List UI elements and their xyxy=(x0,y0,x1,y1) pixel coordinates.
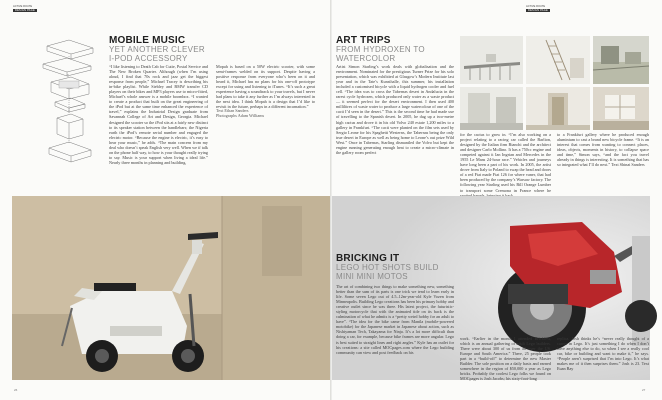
article-title: BRICKING IT xyxy=(336,253,400,264)
art-trips-column-2 xyxy=(460,132,551,194)
mobile-music-column-1 xyxy=(109,64,208,192)
body-text: Mopah is based on a 50W electric scooter, with some semi-frames welded on its support. Despite having a positive response from everyone who’s been on it and heard it, Michael has no plans for his one-off prototype except for using and listening to iTunes. “It’s such a great experience having a soundtrack to your travels, but I never had plans to take it any further as I’m always interested in the next idea. I think Mopah is a design that I’d like to revisit in the future, perhaps in a different incarnation.” xyxy=(216,64,315,110)
article-subtitle-line: YET ANOTHER CLEVER xyxy=(109,45,205,54)
photo-credit: Photographs Adam Williams xyxy=(216,113,265,119)
body-text: The art of combining two things to make something new, something better than the sum of its parts is one trick we tend to learn early in life. Some seven Lego out of 4.5–12m-year-old Kyle Vozen from Minneapolis. Building Lego creations has been his primary hobby and creative outlet since he was three. His latest project, the futuristic-styling motorcycle that with the animated tide on its back is the culmination of what he admits is a “pretty weird hobby for an adult to have”. “The idea for the bike came from Manila (mobile-powered motobike) for the Japanese market in Japanese about action, such as Nishiyaman Tech, Takayama for Ninja. It’s a lot more difficult than doing a car, for example, because bike frames are more angular. Lego is best suited to straight lines and right angles.” Kyle has an outlet for his creations: a site called MOCpages.com where the Lego building community can view and post feedback on his xyxy=(336,284,454,355)
article-title: ART TRIPS xyxy=(336,35,391,46)
article-subtitle-line: MINI MINI MOTOS xyxy=(336,271,408,281)
doorway-photo-icon xyxy=(526,87,590,130)
window-view-photo-icon xyxy=(593,87,649,130)
art-trips-column-3 xyxy=(557,132,649,194)
running-head-left xyxy=(13,5,37,12)
running-head-magazine: DESIGN PAGE xyxy=(528,9,548,12)
article-subtitle-line: LEGO HOT SHOTS BUILD xyxy=(336,263,439,272)
bricking-it-column-1 xyxy=(336,284,454,384)
running-head-section: ACTIVE ROUTE xyxy=(526,5,546,8)
article-subtitle-line: WATERCOLOR xyxy=(336,53,396,63)
text-credit: Text Ethan Sanders xyxy=(216,108,249,113)
mobile-music-heading xyxy=(109,36,205,63)
bricking-it-heading xyxy=(336,254,439,281)
mobile-music-credits xyxy=(216,108,315,118)
article-subtitle-line: I-POD ACCESSORY xyxy=(109,53,188,63)
running-head-right xyxy=(526,5,550,12)
running-head-magazine: DESIGN PAGE xyxy=(15,9,35,12)
bridge-model-photo-icon xyxy=(460,36,523,84)
page-number-right: 27 xyxy=(642,388,646,392)
article-title: MOBILE MUSIC xyxy=(109,35,186,46)
article-subtitle-line: FROM HYDROXEN TO xyxy=(336,45,425,54)
electric-scooter-photo-icon xyxy=(12,196,330,380)
body-text: “I like listening to Death Cab for Cutie, Postal Service and The New Broken Quarter. Although (when I’m using aloud, I find that 70s rock and jazz get the biggest response from people,” Michael Tracey is describing his in-bike playlist. While Siebley and BMW transfer CD players on their bikes and MP3 players use to micro-fitted, Michael’s whole answer is a mobile boombox. “I wanted to create a product that built on the great engineering of the iPod but at the same time enhanced the experience of travel,” explains the Industrial Design graduate from Savannah College of Art and Design, Georgia. Michael designed the scooter so the iPod sits at a fairly new distinct to its speaker station between the handlebars; the Nigeria earth the iPod’s remote serial number and engaged the electric motor. “Because the engine is electric, it’s easy to hear your music,” he adds. “The main concern from my deal who doesn’t speak English very well. When we if talk on the phone half way, to how is your thought really trying to say. Music is your support when living a ideal life.” Nearly three months in planning and building, xyxy=(109,64,208,165)
running-head-section: ACTIVE ROUTE xyxy=(13,5,33,8)
exploded-lamp-diagram-icon xyxy=(37,38,103,178)
bricking-it-column-3 xyxy=(557,336,649,386)
ladder-sculpture-photo-icon xyxy=(526,36,590,84)
art-trips-heading xyxy=(336,36,425,63)
mobile-music-column-2 xyxy=(216,64,315,108)
body-text: replica. Josh thinks he’s “never really thought of a career in Lego. It’s just something I do when I don’t have anything else to do, so when I see a really cool car, bike or building and want to make it,” he says. “People aren’t surprised that I’m into Lego. It’s what makes me of it then surprises them.” Josh is 23. Text Euan Bay xyxy=(557,336,649,372)
landscape-scene-photo-icon xyxy=(593,36,649,84)
body-text: to a Frankfurt gallery where he produced enough aluminium to cast a brand new bicycle frame. “It is an interest that comes from wanting to connect places, ideas, objects, moments in history, to collapse space and time,” Simon says, “and the fact you travel already in things is interesting. It is something that has so integrated what I’ll do next.” Text Shinai Sanders xyxy=(557,132,649,168)
art-trips-column-1 xyxy=(336,64,454,192)
body-text: for the cactus to grow in. “I’m also working on a project relating to a racing car called the Barlion, designed by the Italian firm Bianchi and the architect and designer Carlo Mollino. It has a 750cc engine and competed against it Ian Ingrian and Mercedes in the 1955 Le Mans 24-hour race.” Vehicles and journeys have long been a part of his work. In 2005, the artist drove from Italy to Poland to swap the head and doors of a red Fiat made Fiat 126 for where vaner, that had been produced by the company’s Warsaw factory. The following year Starling used his Bill Orange Lumber to transport some Cremona in France where he xyxy=(460,132,551,193)
archway-photo-icon xyxy=(460,87,523,130)
bricking-it-column-2 xyxy=(460,336,551,386)
body-text: work. “Earlier in the month I attended Brickfest, which is an annual gathering of adult Lego builders. There were about 300 of us from all over the US, Europe and South America.” There, 25 people took part in a “build-off” to determine the new Master Builder. The sole position on a daily basis and earned somewhere in the region of $50,000 a year as Lego bricks. Probably the coolest Lego folks we found on MOCpages is Josh Jacobs; his sixty-foot-long xyxy=(460,336,551,382)
page-number-left: 26 xyxy=(14,388,18,392)
body-text: Artist Simon Starling’s work deals with globalisation and the environment. Nominated for the prestigious Turner Prize for his solo presentation, which was exhibited at Glasgow’s Modern Institute last year and in the Tate’s Kunsthalle, this summer, his installation included a customised bicycle with a liquid hydrogen cooler and fuel cell. “The idea was to cross the Tabernas desert in Andalucia in the rarest cycle hydroxen, which produced only water as a waste product — it seemed perfect for the desert environment. I then used 400 millilitres of waste water to produce a large watercolour of one of the cacti I’d seen in the desert.” This is the second time he had made use of travelling to the Spanish desert. In 2005, he dug up a two-metre high cactus and drove it in his old Volvo 240 estate 1,200 miles to a gallery in Frankfurt. “The cacti were planted on the film sets used by Sergio Leone for his Spaghetti Westerns, the Tabernas being the only true desert in Europe as well as being home to Leone’s out prize Wild West.” Once in Tabernas, Starling dismantled the Volvo but kept the engine running generating enough heat to create a micro-climate in the gallery room perfect xyxy=(336,64,454,155)
